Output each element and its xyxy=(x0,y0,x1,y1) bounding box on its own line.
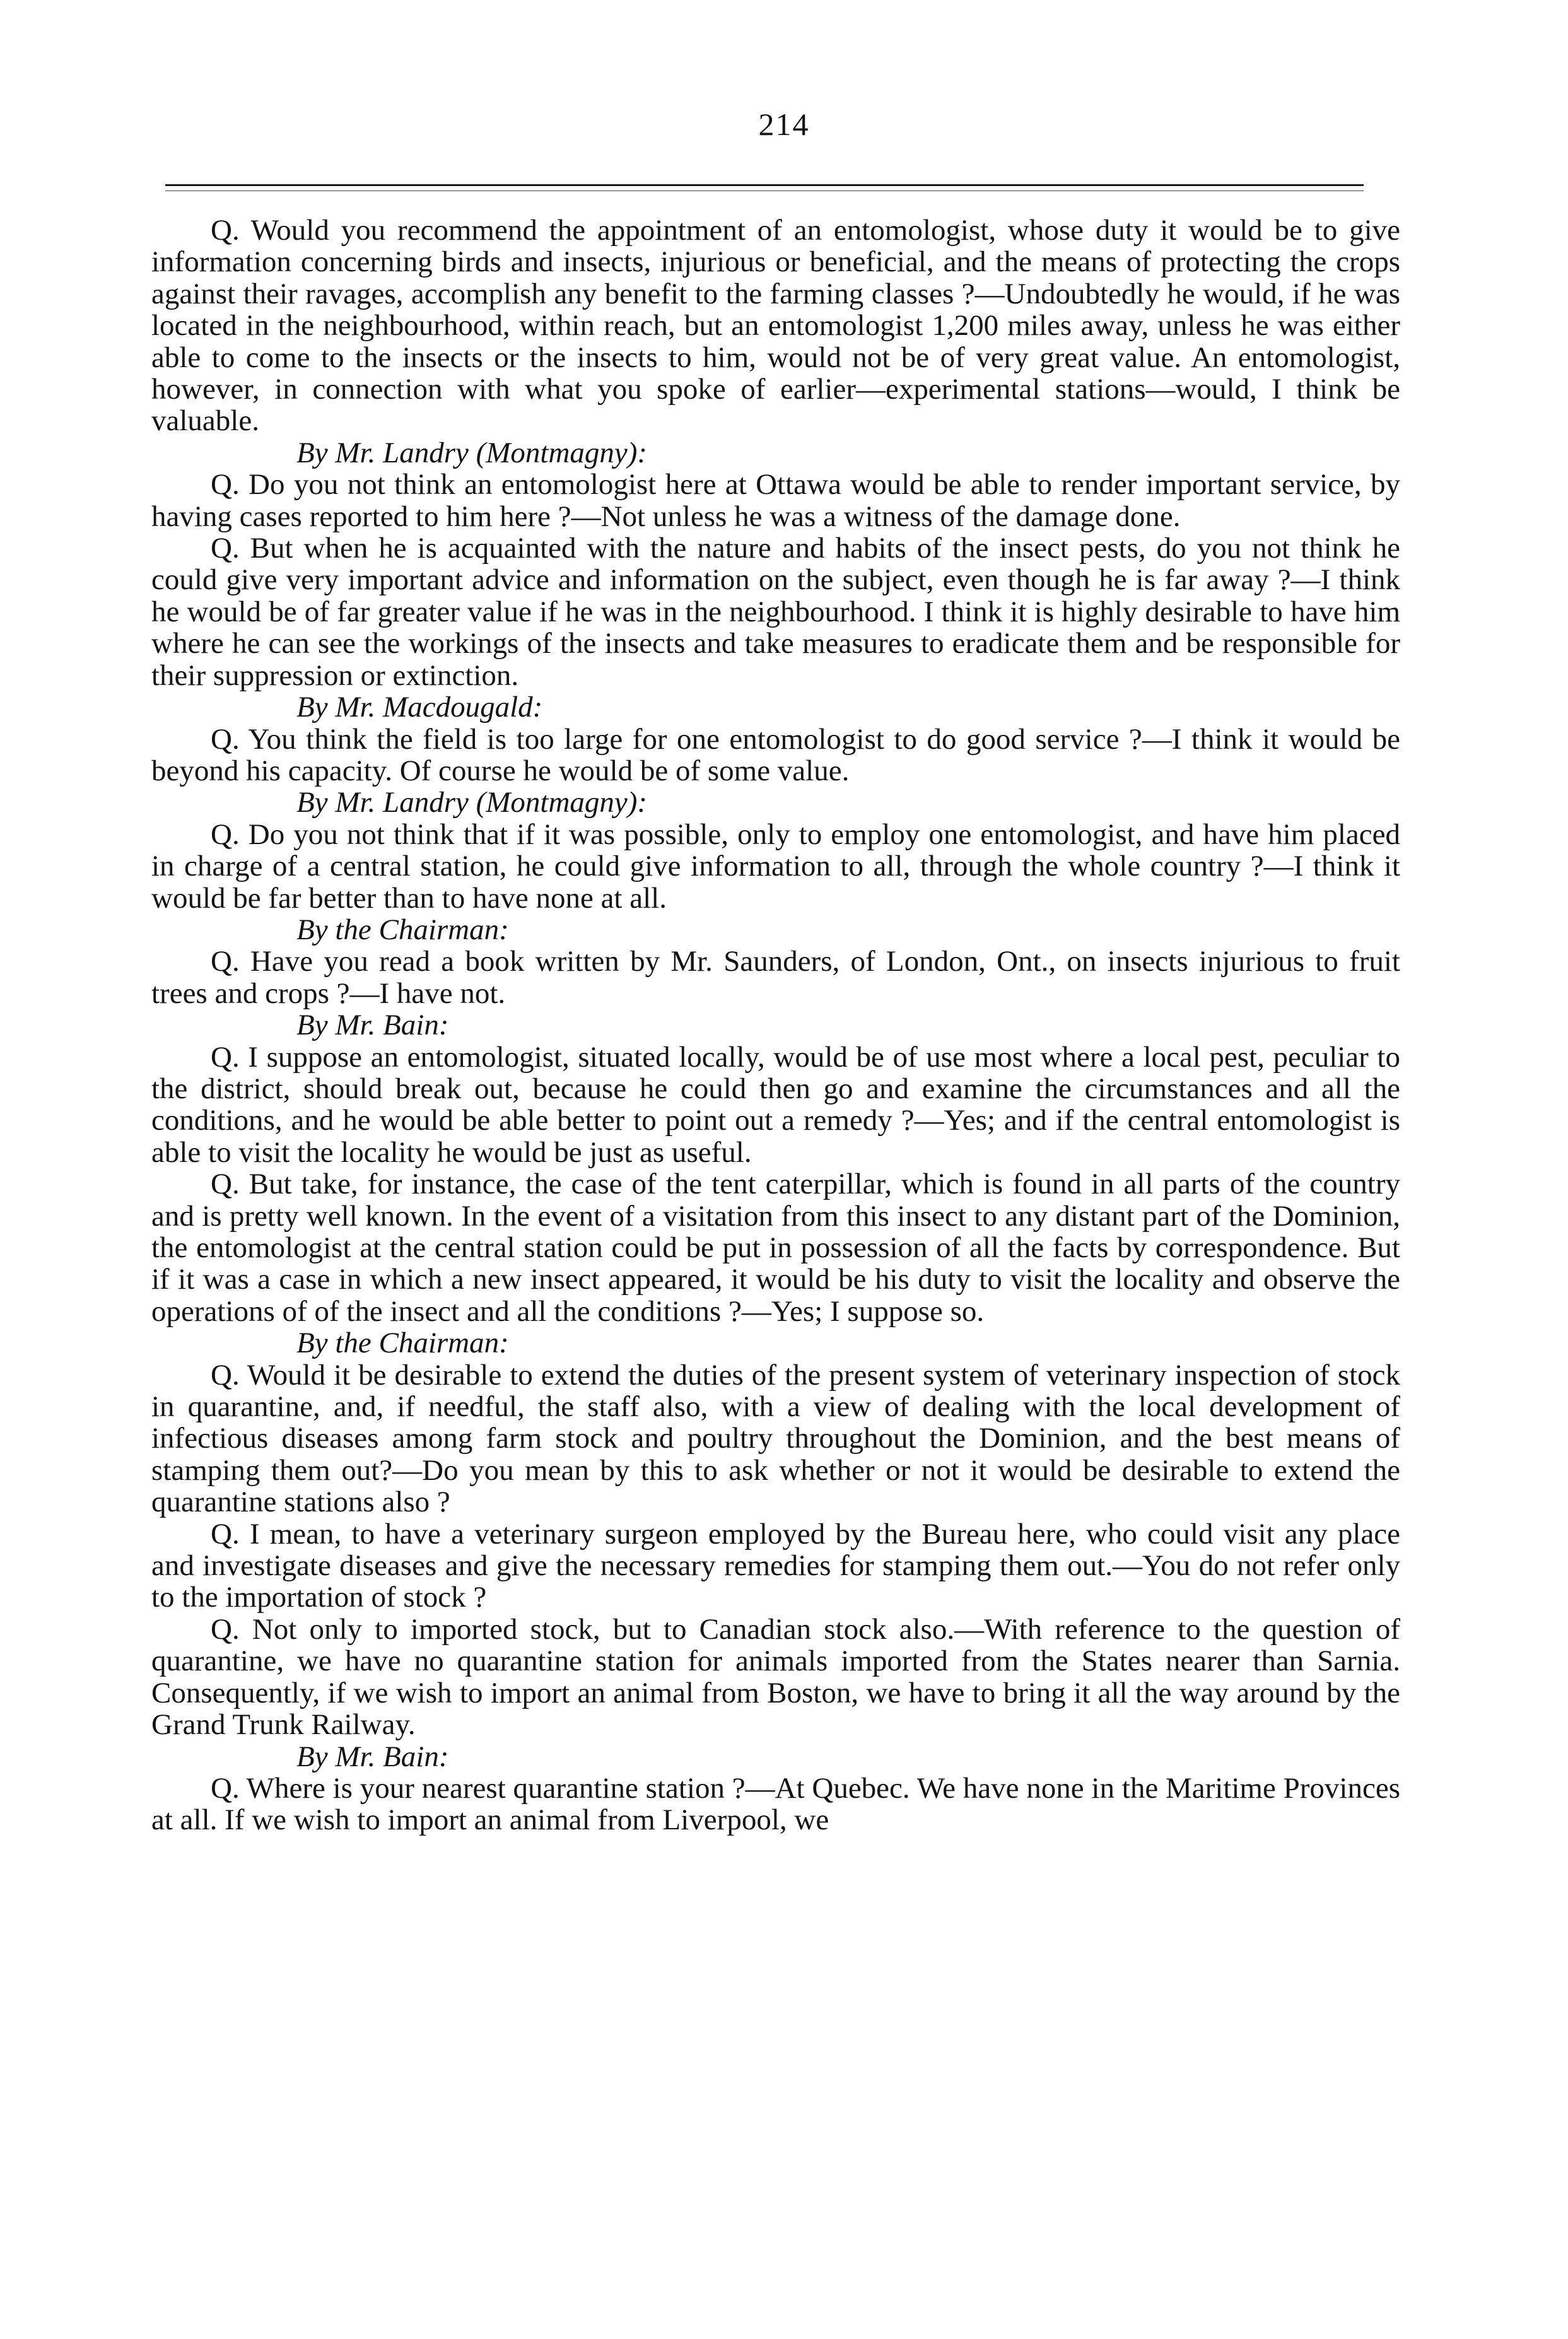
question-answer-paragraph: Q. You think the field is too large for one entomologist to do good service ?—I think it would be beyond his capacity. Of course he would be of some value. xyxy=(151,722,1400,787)
question-answer-paragraph: Q. Not only to imported stock, but to Canadian stock also.—With reference to the question of quarantine, we have no quarantine station for animals imported from the States nearer than Sarnia. Consequently, if we wish to import an animal from Boston, we have to bring it all the way around by the Grand Trunk Railway. xyxy=(151,1612,1400,1742)
question-answer-paragraph: Q. Would it be desirable to extend the duties of the present system of veterinary inspection of stock in quarantine, and, if needful, the staff also, with a view of dealing with the local development of infectious diseases among farm stock and poultry throughout the Dominion, and the best means of stamping them out?—Do you mean by this to ask whether or not it would be desirable to extend the quarantine stations also ? xyxy=(151,1358,1400,1519)
question-answer-paragraph: Q. I suppose an entomologist, situated locally, would be of use most where a local pest, peculiar to the district, should break out, because he could then go and examine the circumstances and all the conditions, and he would be able better to point out a remedy ?—Yes; and if the central entomologist is able to visit the locality he would be just as useful. xyxy=(151,1040,1400,1169)
question-answer-paragraph: Q. Would you recommend the appointment of an entomologist, whose duty it would be to give information concerning birds and insects, injurious or beneficial, and the means of protecting the crops against their ravages, accomplish any benefit to the farming classes ?—Undoubtedly he would, if he was located in the neighbourhood, within reach, but an entomologist 1,200 miles away, unless he was either able to come to the insects or the insects to him, would not be of very great value. An entomologist, however, in connection with what you spoke of earlier—experimental stations—would, I think be valuable. xyxy=(151,214,1400,438)
speaker-heading: By Mr. Landry (Montmagny): xyxy=(296,786,648,819)
question-answer-paragraph: Q. Do you not think that if it was possible, only to employ one entomologist, and have him placed in charge of a central station, he could give information to all, through the whole country ?—I think it would be far better than to have none at all. xyxy=(151,818,1400,915)
question-answer-paragraph: Q. I mean, to have a veterinary surgeon employed by the Bureau here, who could visit any place and investigate diseases and give the necessary remedies for stamping them out.—You do not refer only to the importation of stock ? xyxy=(151,1517,1400,1614)
question-answer-paragraph: Q. Have you read a book written by Mr. Saunders, of London, Ont., on insects injurious to fruit trees and crops ?—I have not. xyxy=(151,945,1400,1010)
question-answer-paragraph: Q. Where is your nearest quarantine station ?—At Quebec. We have none in the Maritime Provinces at all. If we wish to import an animal from Liverpool, we xyxy=(151,1771,1400,1837)
question-answer-paragraph: Q. Do you not think an entomologist here at Ottawa would be able to render important service, by having cases reported to him here ?—Not unless he was a witness of the damage done. xyxy=(151,468,1400,533)
speaker-heading: By the Chairman: xyxy=(296,1327,509,1360)
speaker-heading: By the Chairman: xyxy=(296,913,509,946)
speaker-heading: By Mr. Bain: xyxy=(296,1740,449,1773)
testimony-body xyxy=(151,214,1400,1836)
speaker-heading: By Mr. Macdougald: xyxy=(296,691,543,724)
speaker-heading: By Mr. Landry (Montmagny): xyxy=(296,436,648,469)
question-answer-paragraph: Q. But take, for instance, the case of the tent caterpillar, which is found in all parts of the country and is pretty well known. In the event of a visitation from this insect to any distant part of the Dominion, the entomologist at the central station could be put in possession of all the facts by correspondence. But if it was a case in which a new insect appeared, it would be his duty to visit the locality and observe the operations of of the insect and all the conditions ?—Yes; I suppose so. xyxy=(151,1168,1400,1328)
page-number: 214 xyxy=(758,107,810,142)
question-answer-paragraph: Q. But when he is acquainted with the nature and habits of the insect pests, do you not think he could give very important advice and information on the subject, even though he is far away ?—I think he would be of far greater value if he was in the neighbourhood. I think it is highly desirable to have him where he can see the workings of the insects and take measures to eradicate them and be responsible for their suppression or extinction. xyxy=(151,532,1400,692)
header-rule xyxy=(165,184,1364,186)
speaker-heading: By Mr. Bain: xyxy=(296,1009,449,1042)
